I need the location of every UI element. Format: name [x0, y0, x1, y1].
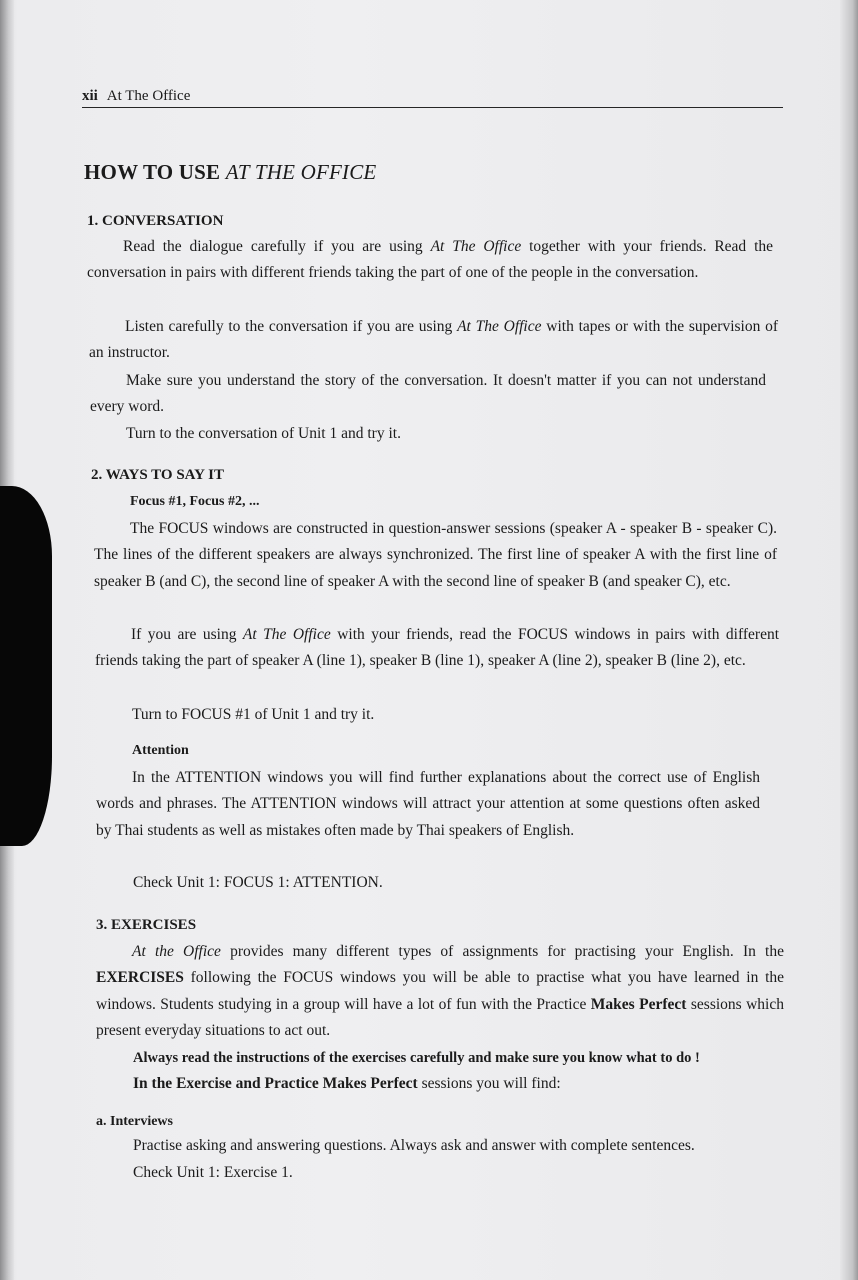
sec2-paragraph-3: Turn to FOCUS #1 of Unit 1 and try it. — [132, 706, 375, 723]
page-title — [84, 160, 376, 185]
sec2-paragraph-5: Check Unit 1: FOCUS 1: ATTENTION. — [133, 874, 383, 891]
sec2-p2-text-b: with your friends, read the FOCUS windows in pairs with different friends taking the part of speaker A (line 1), speaker B (line 1), speaker A (line 2), speaker B (line 2), etc. — [95, 626, 780, 670]
page-number: xii — [82, 88, 98, 104]
sec1-p2-text-a: Listen carefully to the conversation if you are using — [125, 318, 453, 335]
sec2-paragraph-1: The FOCUS windows are constructed in question-answer sessions (speaker A - speaker B - speaker C). The lines of the different speakers are always synchronized. The first line of speaker A with the first line of speaker B (and C), the second line of speaker A with the second line of speaker B (and speaker C), etc. — [94, 520, 777, 590]
sec1-p2-text-b: with tapes or with the supervision of an instructor. — [89, 318, 779, 362]
sec3-paragraph-1 — [96, 939, 784, 1045]
sec3-p1-makes-perfect: Makes Perfect — [590, 995, 687, 1013]
section-3-heading: 3. EXERCISES — [96, 917, 197, 933]
sec1-p1-book: At The Office — [430, 238, 522, 255]
sec3-p1-book: At the Office — [132, 943, 221, 960]
section-1-heading: 1. CONVERSATION — [87, 213, 224, 229]
sec1-p1-text-a: Read the dialogue carefully if you are using — [123, 238, 423, 255]
sec2-paragraph-2 — [95, 622, 779, 675]
thumb-shadow — [0, 486, 52, 846]
sec3-p3-text-e: sessions you will find: — [421, 1075, 561, 1092]
title-prefix: HOW TO USE — [84, 160, 221, 184]
sec3-p1-exercises: EXERCISES — [96, 969, 184, 987]
attention-heading: Attention — [132, 743, 189, 758]
subsection-a-paragraph-2: Check Unit 1: Exercise 1. — [133, 1164, 293, 1181]
sec2-p2-text-a: If you are using — [131, 626, 237, 643]
sec1-paragraph-1 — [87, 234, 773, 287]
section-2-subheading: Focus #1, Focus #2, ... — [130, 494, 260, 509]
page-right-edge — [840, 0, 858, 1280]
sec3-paragraph-2: Always read the instructions of the exercises carefully and make sure you know what to do ! — [133, 1050, 700, 1066]
sec3-p3-practice-makes-perfect: Practice Makes Perfect — [264, 1075, 418, 1092]
sec2-paragraph-4: In the ATTENTION windows you will find further explanations about the correct use of English words and phrases. The ATTENTION windows will attract your attention at some questions often asked by Thai students as well as mistakes often made by Thai speakers of English. — [96, 769, 760, 839]
running-title: At The Office — [106, 88, 191, 104]
subsection-a-paragraph-1: Practise asking and answering questions. Always ask and answer with complete sentences. — [133, 1137, 695, 1154]
section-2-heading: 2. WAYS TO SAY IT — [91, 467, 224, 483]
sec3-p1-text-a: provides many different types of assignments for practising your English. In the — [230, 943, 784, 960]
sec3-p3-in-the: In the — [133, 1075, 173, 1092]
sec1-paragraph-2 — [89, 314, 778, 367]
sec3-p1-text-b: following the FOCUS windows you will be able to practise what you have learned in the windows. Students studying in a group will have a lot of fun with the Practice — [96, 969, 785, 1013]
sec3-paragraph-3 — [133, 1071, 783, 1097]
title-book: AT THE OFFICE — [225, 160, 377, 184]
sec1-p2-book: At The Office — [457, 318, 542, 335]
sec3-p1-text-c: sessions which present everyday situations to act out. — [96, 995, 784, 1040]
sec3-p3-exercise: Exercise — [176, 1075, 232, 1092]
sec1-paragraph-3: Make sure you understand the story of the conversation. It doesn't matter if you can not understand every word. — [90, 372, 766, 416]
sec3-p3-and: and — [235, 1075, 261, 1092]
running-header — [82, 88, 783, 108]
subsection-a-heading: a. Interviews — [96, 1114, 173, 1129]
sec1-p1-text-b: together with your friends. Read the conversation in pairs with different friends taking the part of one of the people in the conversation. — [87, 238, 774, 282]
sec2-p2-book: At The Office — [242, 626, 331, 643]
sec1-paragraph-4: Turn to the conversation of Unit 1 and try it. — [126, 425, 401, 442]
